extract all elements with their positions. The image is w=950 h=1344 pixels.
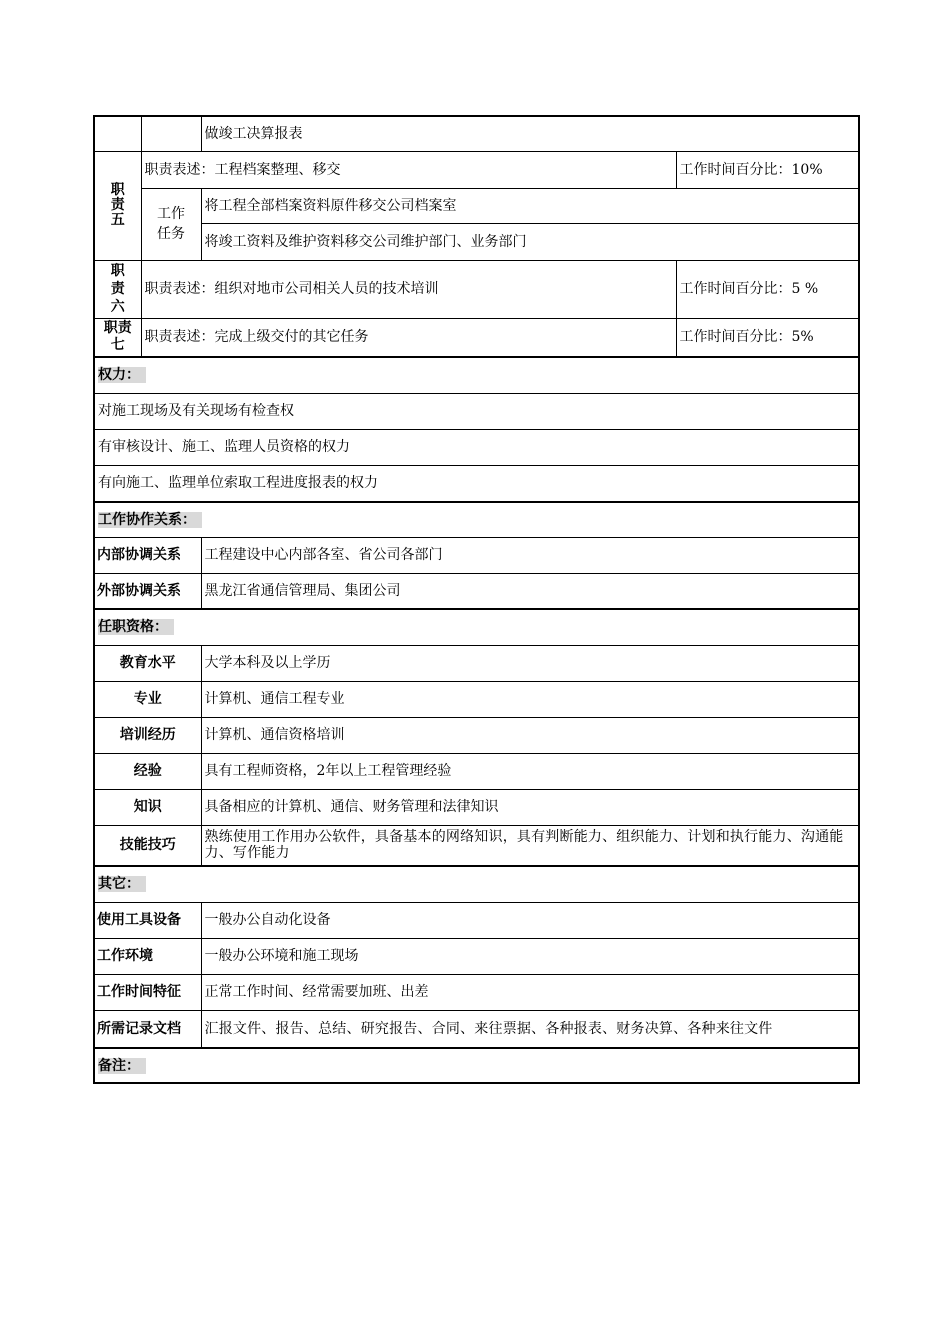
qualification-value: 大学本科及以上学历 xyxy=(201,645,859,681)
remarks-title: 备注： xyxy=(98,1058,146,1074)
other-label: 所需记录文档 xyxy=(94,1010,201,1048)
duty4-task-label-cell xyxy=(141,116,201,151)
qualification-value: 熟练使用工作用办公软件，具备基本的网络知识，具有判断能力、组织能力、计划和执行能力、沟通能力、写作能力 xyxy=(201,825,859,866)
duty5-task-row-2 xyxy=(94,223,859,260)
remarks-header xyxy=(94,1048,859,1083)
authority-item-1: 对施工现场及有关现场有检查权 xyxy=(94,393,859,429)
duty6-row xyxy=(94,260,859,318)
qualification-value: 计算机、通信工程专业 xyxy=(201,681,859,717)
qualifications-header xyxy=(94,609,859,645)
authority-item-2: 有审核设计、施工、监理人员资格的权力 xyxy=(94,429,859,465)
internal-relation-row xyxy=(94,537,859,573)
other-value: 正常工作时间、经常需要加班、出差 xyxy=(201,974,859,1010)
relations-header xyxy=(94,502,859,537)
other-value: 一般办公环境和施工现场 xyxy=(201,938,859,974)
qualification-row xyxy=(94,681,859,717)
relations-title: 工作协作关系： xyxy=(98,512,202,528)
duty7-percent: 工作时间百分比：5% xyxy=(676,318,859,357)
duty6-percent: 工作时间百分比：5 % xyxy=(676,260,859,318)
duty6-desc: 职责表述：组织对地市公司相关人员的技术培训 xyxy=(141,260,676,318)
internal-relation-label: 内部协调关系 xyxy=(94,537,201,573)
qualification-label: 培训经历 xyxy=(94,717,201,753)
qualification-label: 经验 xyxy=(94,753,201,789)
other-row xyxy=(94,974,859,1010)
duty7-desc: 职责表述：完成上级交付的其它任务 xyxy=(141,318,676,357)
qualification-row xyxy=(94,645,859,681)
qualification-row xyxy=(94,717,859,753)
external-relation-row xyxy=(94,573,859,609)
authority-row-3 xyxy=(94,465,859,502)
remarks-row xyxy=(94,1048,859,1083)
duty5-percent: 工作时间百分比：10% xyxy=(676,151,859,188)
duty5-desc: 职责表述：工程档案整理、移交 xyxy=(141,151,676,188)
relations-header-row xyxy=(94,502,859,537)
other-value: 汇报文件、报告、总结、研究报告、合同、来往票据、各种报表、财务决算、各种来往文件 xyxy=(201,1010,859,1048)
authority-row-2 xyxy=(94,429,859,465)
qualification-label: 技能技巧 xyxy=(94,825,201,866)
other-title: 其它： xyxy=(98,876,146,892)
other-label: 使用工具设备 xyxy=(94,902,201,938)
authority-header-row xyxy=(94,357,859,393)
duty5-task-label: 工作任务 xyxy=(141,188,201,260)
other-row xyxy=(94,1010,859,1048)
authority-header xyxy=(94,357,859,393)
qualification-value: 计算机、通信资格培训 xyxy=(201,717,859,753)
other-label: 工作环境 xyxy=(94,938,201,974)
duty7-row xyxy=(94,318,859,357)
other-row xyxy=(94,902,859,938)
qualification-row xyxy=(94,789,859,825)
duty4-label-cell xyxy=(94,116,141,151)
duty5-desc-row xyxy=(94,151,859,188)
job-description-table xyxy=(93,115,860,1084)
duty5-label: 职责五 xyxy=(94,151,141,260)
other-value: 一般办公自动化设备 xyxy=(201,902,859,938)
other-header-row xyxy=(94,866,859,902)
other-header xyxy=(94,866,859,902)
duty6-label: 职责六 xyxy=(94,260,141,318)
duty5-task-1: 将工程全部档案资料原件移交公司档案室 xyxy=(201,188,859,223)
qualification-value: 具有工程师资格，2年以上工程管理经验 xyxy=(201,753,859,789)
duty4-task-text: 做竣工决算报表 xyxy=(201,116,859,151)
qualification-row xyxy=(94,753,859,789)
qualification-label: 知识 xyxy=(94,789,201,825)
job-description-document xyxy=(93,115,858,1084)
authority-title: 权力： xyxy=(98,367,146,383)
authority-row-1 xyxy=(94,393,859,429)
duty7-label: 职责七 xyxy=(94,318,141,357)
qualifications-title: 任职资格： xyxy=(98,619,174,635)
qualification-value: 具备相应的计算机、通信、财务管理和法律知识 xyxy=(201,789,859,825)
qualification-row xyxy=(94,825,859,866)
internal-relation-value: 工程建设中心内部各室、省公司各部门 xyxy=(201,537,859,573)
duty4-task-row xyxy=(94,116,859,151)
other-label: 工作时间特征 xyxy=(94,974,201,1010)
qualification-label: 专业 xyxy=(94,681,201,717)
external-relation-label: 外部协调关系 xyxy=(94,573,201,609)
qualifications-header-row xyxy=(94,609,859,645)
qualification-label: 教育水平 xyxy=(94,645,201,681)
authority-item-3: 有向施工、监理单位索取工程进度报表的权力 xyxy=(94,465,859,502)
external-relation-value: 黑龙江省通信管理局、集团公司 xyxy=(201,573,859,609)
other-row xyxy=(94,938,859,974)
duty5-task-row-1 xyxy=(94,188,859,223)
duty5-task-2: 将竣工资料及维护资料移交公司维护部门、业务部门 xyxy=(201,223,859,260)
